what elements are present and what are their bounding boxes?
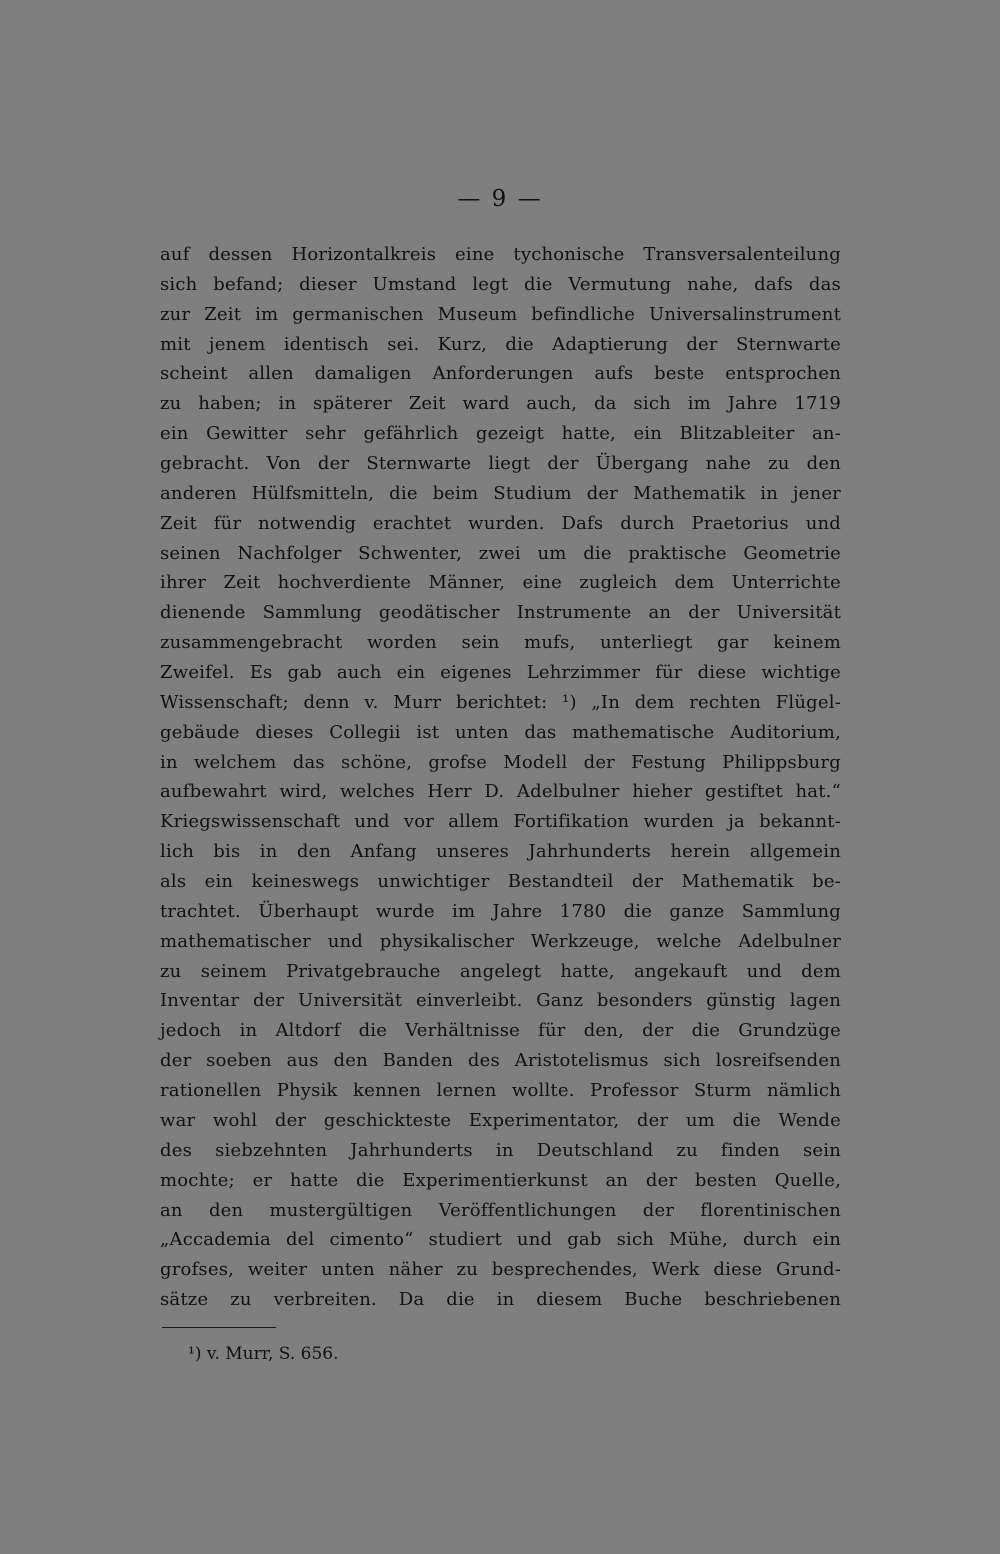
text-line: Zeit für notwendig erachtet wurden. Dafs durch Praetorius und <box>160 512 841 534</box>
text-line: lich bis in den Anfang unseres Jahrhunderts herein allgemein <box>160 841 841 863</box>
text-line: „Accademia del cimento“ studiert und gab sich Mühe, durch ein <box>160 1229 841 1251</box>
text-line: gebracht. Von der Sternwarte liegt der Übergang nahe zu den <box>160 453 841 475</box>
text-line: des siebzehnten Jahrhunderts in Deutschland zu finden sein <box>160 1139 841 1161</box>
body-text <box>160 240 841 1315</box>
text-line: dienende Sammlung geodätischer Instrumente an der Universität <box>160 602 841 624</box>
text-line: rationellen Physik kennen lernen wollte. Professor Sturm nämlich <box>160 1080 841 1102</box>
text-line: mochte; er hatte die Experimentierkunst an der besten Quelle, <box>160 1169 841 1191</box>
text-line: in welchem das schöne, grofse Modell der Festung Philippsburg <box>160 751 841 773</box>
text-line: an den mustergültigen Veröffentlichungen der florentinischen <box>160 1199 841 1221</box>
text-line: zusammengebracht worden sein mufs, unterliegt gar keinem <box>160 632 841 654</box>
text-line: trachtet. Überhaupt wurde im Jahre 1780 die ganze Sammlung <box>160 900 841 922</box>
text-line: zu haben; in späterer Zeit ward auch, da sich im Jahre 1719 <box>160 393 841 415</box>
text-line: Wissenschaft; denn v. Murr berichtet: ¹) „In dem rechten Flügel- <box>160 691 841 713</box>
text-line: jedoch in Altdorf die Verhältnisse für den, der die Grundzüge <box>160 1020 841 1042</box>
text-line: zur Zeit im germanischen Museum befindliche Universalinstrument <box>160 303 841 325</box>
text-line: ihrer Zeit hochverdiente Männer, eine zugleich dem Unterrichte <box>160 572 841 594</box>
text-line: sich befand; dieser Umstand legt die Vermutung nahe, dafs das <box>160 273 841 295</box>
text-line: seinen Nachfolger Schwenter, zwei um die praktische Geometrie <box>160 542 841 564</box>
text-line: grofses, weiter unten näher zu besprechendes, Werk diese Grund- <box>160 1259 841 1281</box>
text-line: scheint allen damaligen Anforderungen aufs beste entsprochen <box>160 363 841 385</box>
text-line: sätze zu verbreiten. Da die in diesem Buche beschriebenen <box>160 1289 841 1311</box>
text-line: der soeben aus den Banden des Aristotelismus sich losreifsenden <box>160 1050 841 1072</box>
footnote: ¹) v. Murr, S. 656. <box>188 1344 339 1364</box>
footnote-divider <box>162 1327 276 1328</box>
text-line: anderen Hülfsmitteln, die beim Studium der Mathematik in jener <box>160 482 841 504</box>
text-line: war wohl der geschickteste Experimentator, der um die Wende <box>160 1109 841 1131</box>
text-line: auf dessen Horizontalkreis eine tychonische Transversalenteilung <box>160 244 841 265</box>
text-line: Kriegswissenschaft und vor allem Fortifikation wurden ja bekannt- <box>160 811 841 833</box>
text-line: ein Gewitter sehr gefährlich gezeigt hatte, ein Blitzableiter an- <box>160 423 841 445</box>
text-line: mathematischer und physikalischer Werkzeuge, welche Adelbulner <box>160 930 841 952</box>
text-line: mit jenem identisch sei. Kurz, die Adaptierung der Sternwarte <box>160 333 841 355</box>
text-line: aufbewahrt wird, welches Herr D. Adelbulner hieher gestiftet hat.“ <box>160 781 841 803</box>
text-line: zu seinem Privatgebrauche angelegt hatte, angekauft und dem <box>160 960 841 982</box>
text-line: Zweifel. Es gab auch ein eigenes Lehrzimmer für diese wichtige <box>160 662 841 684</box>
text-line: gebäude dieses Collegii ist unten das mathematische Auditorium, <box>160 721 841 743</box>
page-number: — 9 — <box>457 186 543 212</box>
text-line: Inventar der Universität einverleibt. Ganz besonders günstig lagen <box>160 990 841 1012</box>
text-line: als ein keineswegs unwichtiger Bestandteil der Mathematik be- <box>160 871 841 893</box>
